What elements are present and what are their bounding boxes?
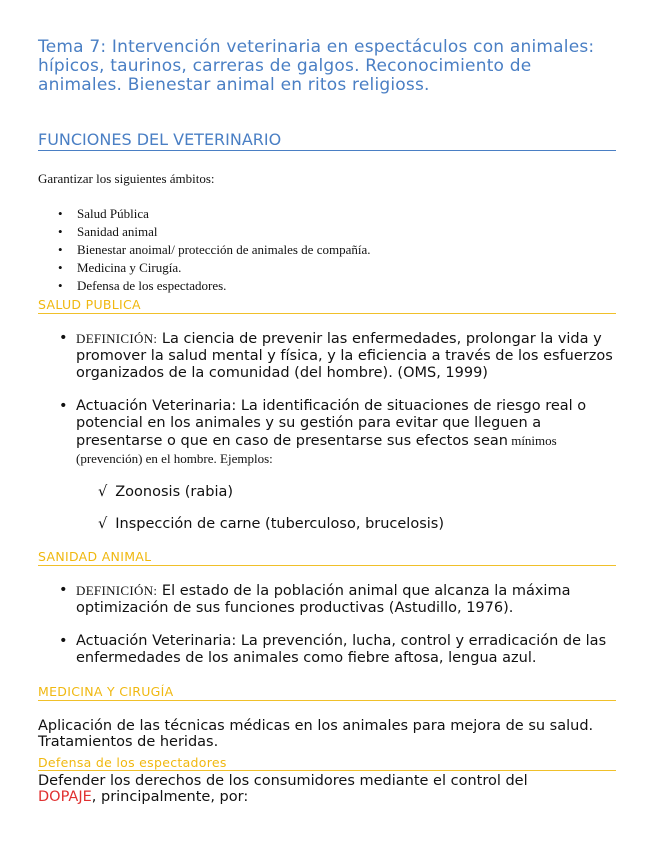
list-item: • Medicina y Cirugía.: [58, 259, 370, 277]
list-item: • Bienestar anoimal/ protección de animales de compañía.: [58, 241, 370, 259]
check-icon: √: [98, 484, 108, 500]
salud-publica-definicion: [59, 330, 618, 382]
actuacion-tail: mínimos (prevención) en el hombre. Ejemplos:: [76, 433, 557, 466]
bullet-icon: •: [59, 582, 68, 598]
title-line-2: hípicos, taurinos, carreras de galgos. Reconocimiento de: [38, 56, 532, 76]
sanidad-animal-definicion: [59, 582, 618, 617]
defensa-text: [38, 773, 628, 805]
defensa-heading: Defensa de los espectadores: [38, 755, 616, 771]
example-item: [98, 484, 233, 501]
example-text: Zoonosis (rabia): [115, 484, 234, 500]
bullet-icon: •: [59, 633, 68, 649]
medicina-text: Aplicación de las técnicas médicas en los animales para mejora de su salud. Tratamientos de heridas.: [38, 718, 594, 750]
funciones-intro: Garantizar los siguientes ámbitos:: [38, 171, 215, 186]
list-item: • Defensa de los espectadores.: [58, 277, 370, 295]
medicina-heading: MEDICINA Y CIRUGÍA: [38, 684, 616, 701]
definicion-label: DEFINICIÓN:: [76, 583, 158, 598]
definicion-text: La ciencia de prevenir las enfermedades, prolongar la vida y promover la salud mental y física, y la eficiencia a través de los esfuerzos organizados de la comunidad (del hombre). (OMS, 1999): [76, 331, 613, 381]
bullet-icon: •: [59, 330, 68, 346]
definicion-label: DEFINICIÓN:: [76, 331, 158, 346]
list-item: • Sanidad animal: [58, 223, 370, 241]
salud-publica-heading: SALUD PUBLICA: [38, 297, 616, 314]
check-icon: √: [98, 516, 108, 532]
example-item: [98, 516, 444, 533]
actuacion-text: Actuación Veterinaria: La prevención, lucha, control y erradicación de las enfermedades de los animales como fiebre aftosa, lengua azul.: [76, 633, 607, 666]
bullet-icon: •: [59, 398, 68, 414]
title-line-3: animales. Bienestar animal en ritos religioss.: [38, 75, 430, 95]
sanidad-animal-heading: SANIDAD ANIMAL: [38, 549, 616, 566]
funciones-list: [58, 205, 370, 295]
actuacion-text: Actuación Veterinaria: La identificación de situaciones de riesgo real o potencial en los animales y su gestión para evitar que lleguen a presentarse o que en caso de presentarse sus efectos sean: [76, 398, 587, 449]
dopaje-highlight: DOPAJE: [38, 789, 92, 805]
sanidad-animal-actuacion: [59, 633, 618, 667]
defensa-text-before: Defender los derechos de los consumidores mediante el control del: [38, 773, 528, 789]
list-item: • Salud Pública: [58, 205, 370, 223]
document-title: [38, 38, 628, 95]
title-line-1: Tema 7: Intervención veterinaria en espectáculos con animales:: [38, 37, 595, 57]
salud-publica-actuacion: [59, 398, 618, 468]
funciones-heading: FUNCIONES DEL VETERINARIO: [38, 130, 616, 151]
example-text: Inspección de carne (tuberculoso, brucelosis): [115, 516, 445, 532]
defensa-text-after: , principalmente, por:: [91, 789, 249, 805]
definicion-text: El estado de la población animal que alcanza la máxima optimización de sus funciones productivas (Astudillo, 1976).: [76, 583, 571, 616]
